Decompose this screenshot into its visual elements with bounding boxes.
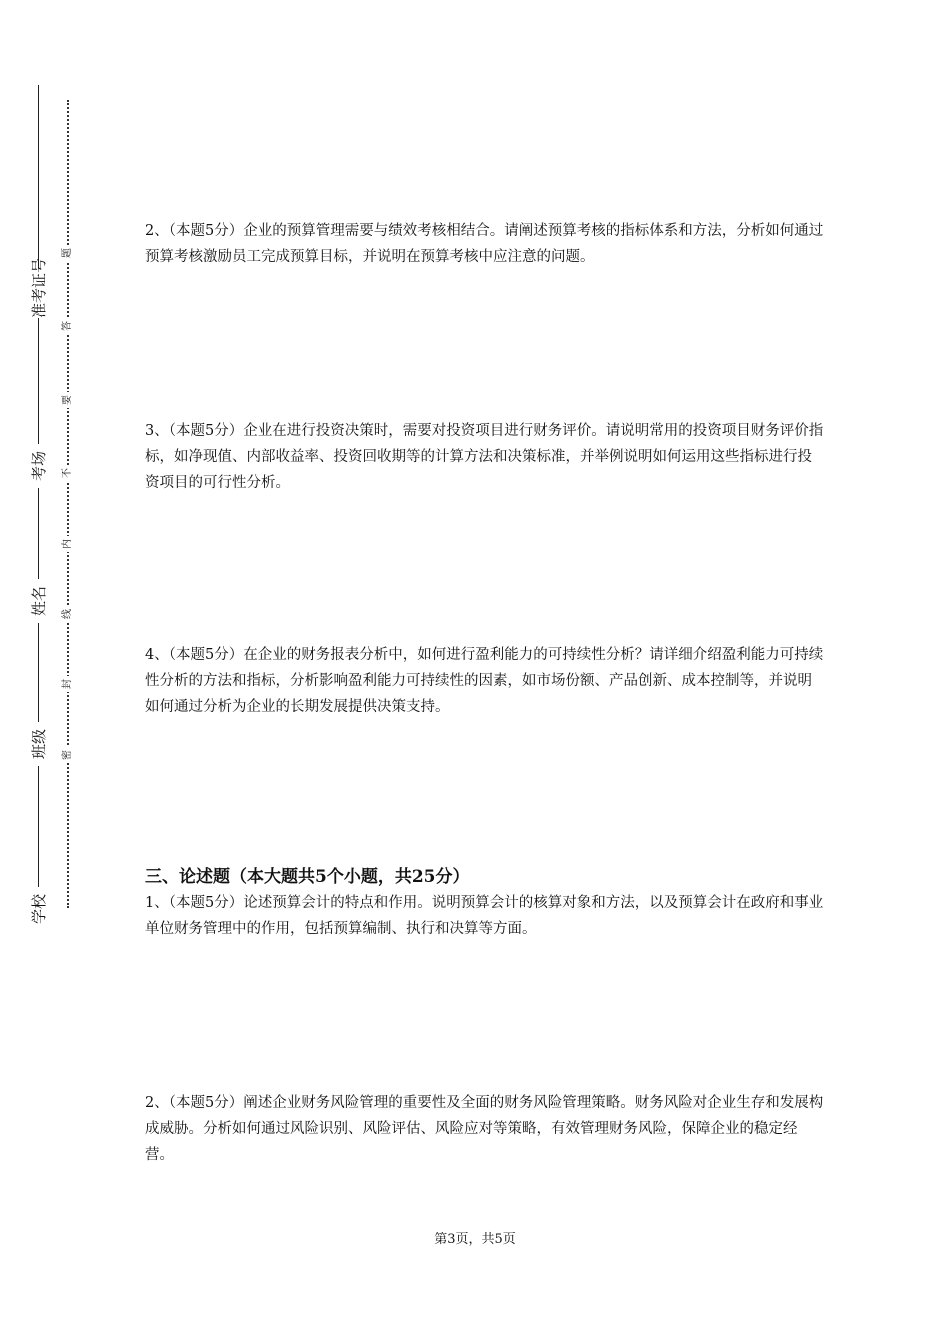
question-3-1: 1、（本题5分）论述预算会计的特点和作用。说明预算会计的核算对象和方法，以及预算会计在政府和事业单位财务管理中的作用，包括预算编制、执行和决算等方面。 [145,895,824,937]
question-2-4: 4、（本题5分）在企业的财务报表分析中，如何进行盈利能力的可持续性分析？请详细介绍盈利能力可持续性分析的方法和指标，分析影响盈利能力可持续性的因素，如市场份额、产品创新、成本控制等，并说明如何通过分析为企业的长期发展提供决策支持。 [145,647,824,715]
name-label: 姓名 [28,579,50,623]
binding-solid-line [38,85,39,900]
seal-char: 内 [60,536,76,552]
seal-char: 题 [60,245,76,261]
question-3-2: 2、（本题5分）阐述企业财务风险管理的重要性及全面的财务风险管理策略。财务风险对企业生存和发展构成威胁。分析如何通过风险识别、风险评估、风险应对等策略，有效管理财务风险，保障企业的稳定经营。 [145,1095,824,1163]
exam-number-label: 准考证号 [30,257,48,318]
binding-dotted-line [67,100,69,908]
exam-room-label: 考场 [28,444,50,488]
seal-char: 封 [60,676,76,692]
seal-char: 密 [60,747,76,763]
question-2-3: 3、（本题5分）企业在进行投资决策时，需要对投资项目进行财务评价。请说明常用的投资项目财务评价指标，如净现值、内部收益率、投资回收期等的计算方法和决策标准，并举例说明如何运用这些指标进行投资项目的可行性分析。 [145,423,824,491]
school-label: 学校 [28,887,50,931]
binding-margin [0,0,110,1344]
section-3-title: 三、论述题（本大题共5个小题，共25分） [145,867,470,887]
seal-char: 不 [60,465,76,481]
seal-char: 要 [60,392,76,408]
seal-char: 答 [60,318,76,334]
page-number: 第3页，共5页 [434,1232,516,1247]
seal-char: 线 [60,606,76,622]
class-label: 班级 [28,722,50,766]
question-2-2: 2、（本题5分）企业的预算管理需要与绩效考核相结合。请阐述预算考核的指标体系和方法，分析如何通过预算考核激励员工完成预算目标，并说明在预算考核中应注意的问题。 [145,223,824,265]
